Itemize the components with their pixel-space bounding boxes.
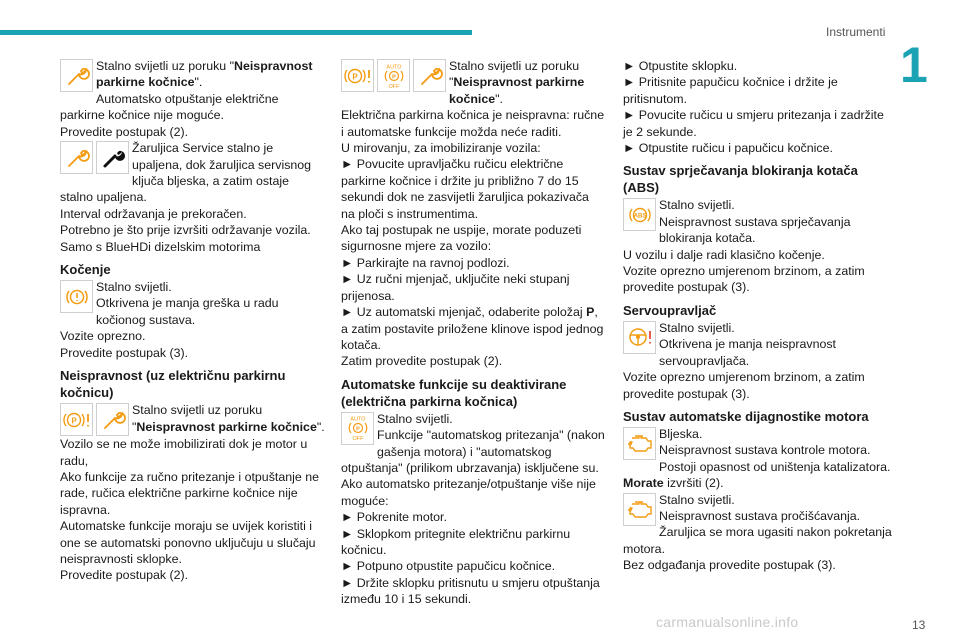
auto-off-parking-icon — [341, 412, 374, 445]
auto-functions-deactivated — [341, 411, 606, 608]
c3-p0: ► Otpustite sklopku. ► Pritisnite papučicu kočnice i držite je pritisnutom. ► Povucite ručicu u smjeru pritezanja i zadržite je 2 sekunde. ► Otpustite ručicu i papučicu kočnice. — [623, 59, 884, 156]
p4-text-c: ". — [316, 419, 325, 434]
svg-text:P: P — [391, 73, 396, 80]
p2-text: Žaruljica Service stalno je upaljena, dok žaruljica servisnog ključa bljeska, a zatim ostaje stalno upaljena. Interval održavanja je prekoračen. Potrebno je što prije izvršiti održavanje vozila. Samo s BlueHDi dizelskim motorima — [60, 141, 312, 254]
svg-text:P: P — [70, 416, 77, 426]
svg-text:ABS: ABS — [633, 213, 646, 220]
c3-p3-tail: izvršiti (2). — [663, 476, 724, 491]
warning-parking-brake-2 — [60, 402, 325, 584]
heading-kocenje: Kočenje — [60, 262, 111, 278]
svg-text:OFF: OFF — [388, 83, 399, 90]
c2-p1-auto-b: P — [586, 305, 595, 320]
engine-diag-warning-2 — [623, 492, 893, 574]
svg-text:P: P — [351, 72, 358, 81]
abs-icon — [623, 198, 656, 231]
warning-parking-brake-1 — [60, 58, 325, 140]
electric-parking-brake-fault — [341, 58, 606, 370]
c3-p3-text: Bljeska. Neispravnost sustava kontrole motora. Postoji opasnost od uništenja katalizatora. — [659, 426, 891, 474]
chapter-title: Instrumenti — [826, 25, 886, 39]
steering-warning-icon — [623, 321, 656, 354]
engine-icon — [623, 427, 656, 460]
brake-warning-icon — [60, 280, 93, 313]
engine-icon — [623, 493, 656, 526]
wrench-orange-icon — [96, 403, 129, 436]
heading-neispravnost: Neispravnost (uz električnu parkirnu kočnicu) — [60, 368, 286, 401]
svg-text:OFF: OFF — [352, 436, 363, 443]
parking-brake-fault-icon — [60, 403, 93, 436]
svg-text:AUTO: AUTO — [385, 64, 402, 70]
watermark: carmanualsonline.info — [656, 614, 799, 630]
column-1 — [60, 58, 325, 584]
c2-p1-auto-c: , a zatim postavite priložene klinove ispod jednog kotača. Zatim provedite postupak (2). — [341, 305, 604, 369]
c2-p1-auto — [341, 304, 606, 370]
p4-rest: Vozilo se ne može imobilizirati dok je motor u radu, Ako funkcije za ručno pritezanje i otpuštanje ne rade, ručica električne parkirne kočnice nije ispravna. Automatske funkcije moraju se uvijek koristiti i one se automatski ponovno uključuju u slučaju neispravnosti sklopke. Provedite postupak (2). — [60, 437, 319, 583]
p4-text-a: Stalno svijetli uz poruku " — [132, 403, 263, 434]
abs-warning — [623, 197, 893, 295]
c3-p3-bold: Morate — [623, 476, 664, 491]
engine-diag-warning-1 — [623, 426, 893, 492]
c2-p1-text-c: ". — [495, 91, 503, 106]
c2-p1-auto-a: ► Uz automatski mjenjač, odaberite položaj — [341, 305, 587, 320]
chapter-number: 1 — [900, 37, 928, 93]
parking-brake-fault-icon — [341, 59, 374, 92]
heading-auto-functions: Automatske funkcije su deaktivirane (električna parkirna kočnica) — [341, 376, 567, 409]
column-2 — [341, 58, 606, 608]
c3-p3-line — [623, 475, 893, 491]
column-3 — [623, 58, 893, 574]
p1-text-c: ". — [194, 75, 203, 90]
wrench-orange-icon — [60, 59, 93, 92]
p1-text-bold: Neispravnost parkirne kočnice — [96, 59, 313, 90]
c2-p1-text-a: Stalno svijetli uz poruku " — [449, 59, 580, 90]
p3-text: Stalno svijetli. Otkrivena je manja greška u radu kočionog sustava. Vozite oprezno. Provedite postupak (3). — [60, 280, 279, 360]
header-accent-bar — [0, 30, 472, 35]
p1-text-a: Stalno svijetli uz poruku " — [96, 59, 235, 73]
c3-p1-text: Stalno svijetli. Neispravnost sustava sprječavanja blokiranja kotača. U vozilu i dalje radi klasično kočenje. Vozite oprezno umjerenom brzinom, a zatim provedite postupak (3). — [623, 198, 865, 295]
c2-p2-text: Stalno svijetli. Funkcije "automatskog pritezanja" (nakon gašenja motora) i "automatskog otpuštanja" (prilikom ubrzavanja) isključene su. Ako automatsko pritezanje/otpuštanje više nije moguće: ► Pokrenite motor. ► Sklopkom pritegnite električnu parkirnu kočnicu. ► Potpuno otpustite papučicu kočnice. ► Držite sklopku pritisnutu u smjeru otpuštanja između 10 i 15 sekundi. — [341, 411, 605, 607]
wrench-black-icon — [96, 141, 129, 174]
service-indicator — [60, 140, 325, 255]
c2-p1-text-bold: Neispravnost parkirne kočnice — [449, 75, 585, 106]
svg-text:P: P — [355, 426, 360, 433]
c2-p1-rest: Električna parkirna kočnica je neispravna: ručne i automatske funkcije možda neće raditi. U mirovanju, za imobiliziranje vozila: ► Povucite upravljačku ručicu električne parkirne kočnice i držite ju približno 7 do 15 sekundi dok ne zasvijetli žaruljica pokazivača na ploči s instrumentima. Ako taj postupak ne uspije, morate poduzeti sigurnosne mjere za vozilo: ► Parkirajte na ravnoj podlozi. ► Uz ručni mjenjač, uključite neki stupanj prijenosa. — [341, 108, 605, 303]
servo-warning — [623, 320, 893, 402]
svg-text:AUTO: AUTO — [349, 416, 366, 423]
auto-off-parking-icon — [377, 59, 410, 92]
heading-abs: Sustav sprječavanja blokiranja kotača (ABS) — [623, 163, 858, 196]
wrench-orange-icon — [60, 141, 93, 174]
heading-diagnostics: Sustav automatske dijagnostike motora — [623, 408, 869, 424]
p4-text-bold: Neispravnost parkirne kočnice — [136, 419, 317, 434]
page-number: 13 — [912, 618, 926, 632]
p1-rest: Automatsko otpuštanje električne parkirne kočnice nije moguće. Provedite postupak (2). — [60, 92, 279, 139]
heading-servo: Servoupravljač — [623, 302, 717, 318]
braking-warning — [60, 279, 325, 361]
c3-p2-text: Stalno svijetli. Otkrivena je manja neispravnost servoupravljača. Vozite oprezno umjerenom brzinom, a zatim provedite postupak (3). — [623, 320, 865, 401]
wrench-orange-icon — [413, 59, 446, 92]
c3-p4-text: Stalno svijetli. Neispravnost sustava pročišćavanja. Žaruljica se mora ugasiti nakon pokretanja motora. Bez odgađanja provedite postupak (3). — [623, 492, 892, 573]
